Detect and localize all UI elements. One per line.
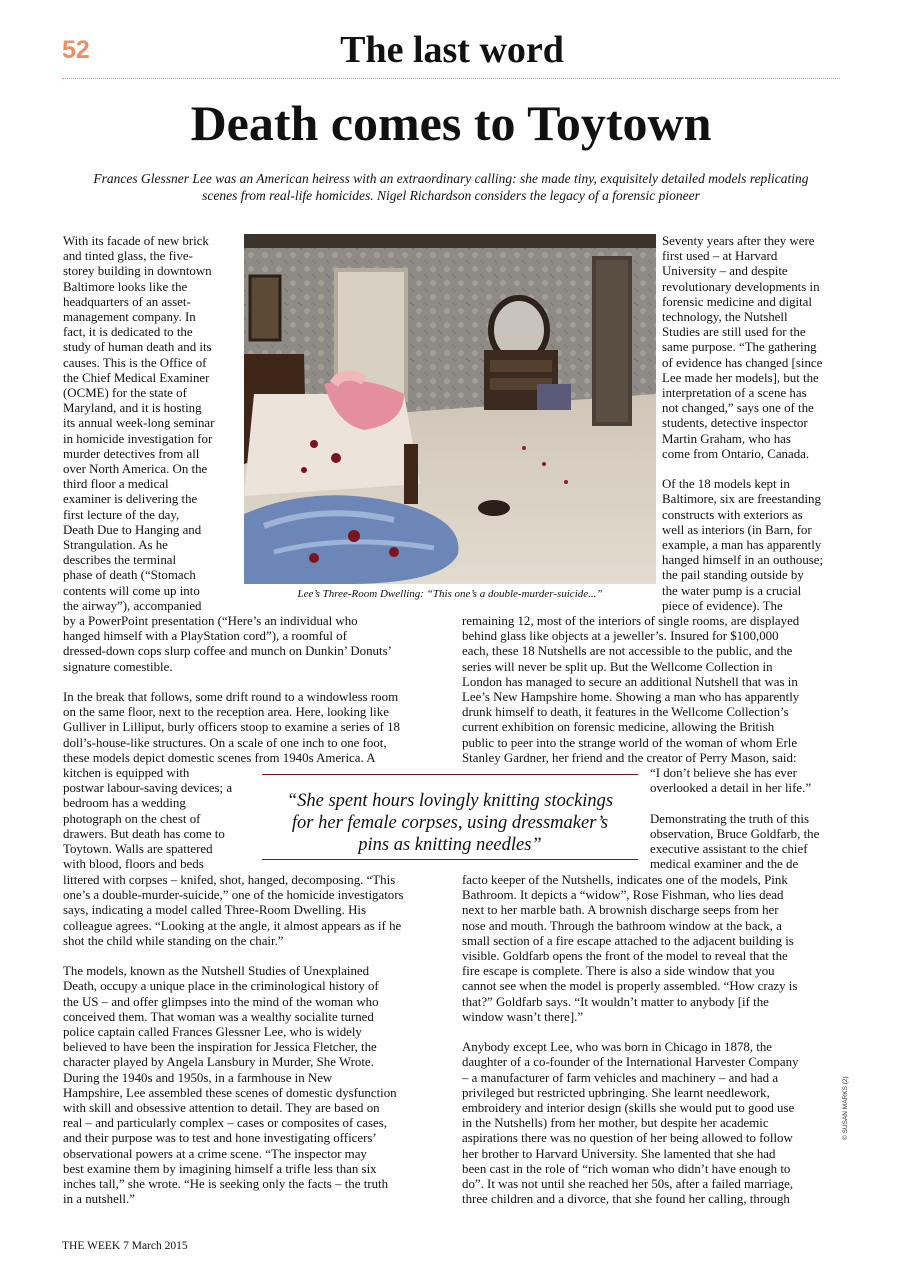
text-line: Strangulation. As he bbox=[63, 538, 168, 553]
text-line: forensic medicine and digital bbox=[662, 294, 812, 309]
text-line: been cast in the role of “rich woman who didn’t have enough to bbox=[462, 1161, 791, 1176]
footer-issue: THE WEEK 7 March 2015 bbox=[62, 1240, 188, 1252]
text-line: privileged but restricted upbringing. She learnt needlework, bbox=[462, 1085, 770, 1100]
text-line: each, these 18 Nutshells are not accessible to the public, and the bbox=[462, 644, 793, 659]
text-line: same purpose. “The gathering bbox=[662, 340, 817, 355]
text-line: cannot see when the model is properly assembled. “How crazy is bbox=[462, 979, 798, 994]
text-line: her brother to Harvard University. She lamented that she had bbox=[462, 1146, 776, 1161]
text-line: – a manufacturer of farm vehicles and machinery – and had a bbox=[462, 1070, 779, 1085]
text-line: police captain called Frances Glessner Lee, who is widely bbox=[63, 1025, 362, 1040]
text-line: of evidence has changed [since bbox=[662, 355, 823, 370]
text-line: littered with corpses – knifed, shot, hanged, decomposing. “This bbox=[63, 873, 396, 887]
text-line: with blood, floors and beds bbox=[63, 857, 204, 872]
text-line: aspirations there was no question of her being allowed to follow bbox=[462, 1131, 793, 1146]
text-line: Anybody except Lee, who was born in Chicago in 1878, the bbox=[462, 1040, 773, 1055]
text-line: Maryland, and it is hosting bbox=[63, 401, 202, 416]
text-line: causes. This is the Office of bbox=[63, 355, 207, 370]
text-line: says, indicating a model called Three-Room Dwelling. His bbox=[63, 903, 366, 918]
text-line: With its facade of new brick bbox=[63, 234, 209, 248]
text-line: well as interiors (in Barn, for bbox=[662, 522, 812, 537]
text-line: believed to have been the inspiration for Jessica Fletcher, the bbox=[63, 1040, 377, 1055]
text-line bbox=[662, 462, 842, 477]
text-line bbox=[63, 949, 448, 964]
text-line: these models depict domestic scenes from 1940s America. A bbox=[63, 750, 376, 765]
text-line: window wasn’t there].” bbox=[462, 1009, 584, 1024]
text-line: kitchen is equipped with bbox=[63, 766, 190, 780]
text-line: behind glass like objects at a jeweller’s. Insured for $100,000 bbox=[462, 629, 779, 644]
text-line: current exhibition on forensic medicine, allowing the British bbox=[462, 720, 775, 735]
text-line: best examine them by imagining himself a trifle less than six bbox=[63, 1161, 377, 1176]
photo-illustration bbox=[244, 234, 656, 584]
text-line: come from Ontario, Canada. bbox=[662, 446, 810, 461]
text-line: Toytown. Walls are spattered bbox=[63, 842, 213, 857]
photo-credit: © SUSAN MARKS (2) bbox=[842, 1076, 849, 1140]
text-line: third floor a medical bbox=[63, 477, 169, 492]
text-line: next to her marble bath. A brownish discharge seeps from her bbox=[462, 903, 779, 918]
text-line: Stanley Gardner, her friend and the creator of Perry Mason, said: bbox=[462, 750, 797, 765]
photo-caption: Lee’s Three-Room Dwelling: “This one’s a double-murder-suicide...” bbox=[297, 588, 603, 600]
text-line: small section of a fire escape attached to the adjacent building is bbox=[462, 933, 794, 948]
headline: Death comes to Toytown bbox=[190, 95, 712, 151]
pull-quote: “She spent hours lovingly knitting stockings for her female corpses, using dressmaker’s pins as knitting needles” bbox=[262, 774, 638, 860]
text-line: University – and despite bbox=[662, 264, 788, 279]
text-line: London has managed to secure an additional Nutshell that was in bbox=[462, 674, 798, 689]
text-line: Lee’s New Hampshire home. Showing a man who has apparently bbox=[462, 690, 800, 705]
text-line: public to peer into the strange world of the woman of whom Erle bbox=[462, 735, 798, 750]
text-line: drunk himself to death, it features in the Wellcome Collection’s bbox=[462, 705, 789, 720]
text-line: in a nutshell.” bbox=[63, 1192, 135, 1207]
text-line: the pail standing outside by bbox=[662, 568, 804, 583]
text-line: medical examiner and the de bbox=[650, 857, 799, 872]
text-line: remaining 12, most of the interiors of single rooms, are displayed bbox=[462, 614, 800, 628]
text-line: in homicide investigation for bbox=[63, 431, 213, 446]
text-line: bedroom has a wedding bbox=[63, 796, 186, 811]
text-line: on the same floor, next to the reception area. Here, looking like bbox=[63, 705, 389, 720]
text-line: with skill and obsessive attention to detail. They are based on bbox=[63, 1101, 380, 1116]
text-line: drawers. But death has come to bbox=[63, 826, 225, 841]
text-line: facto keeper of the Nutshells, indicates one of the models, Pink bbox=[462, 873, 788, 887]
text-line: the airway”), accompanied bbox=[63, 598, 202, 613]
text-line: examiner is delivering the bbox=[63, 492, 198, 507]
text-line: management company. In bbox=[63, 310, 196, 325]
text-line: in the Nutshells) from her mother, but despite her academic bbox=[462, 1116, 769, 1131]
text-line: Baltimore, six are freestanding bbox=[662, 492, 821, 507]
text-line: shot the child while standing on the chair.” bbox=[63, 933, 284, 948]
text-line: Bathroom. It depicts a “widow”, Rose Fishman, who lies dead bbox=[462, 888, 784, 903]
text-line: “I don’t believe she has ever bbox=[650, 766, 797, 780]
text-line bbox=[650, 796, 842, 811]
right-body-block-1 bbox=[462, 614, 842, 766]
text-line: Demonstrating the truth of this bbox=[650, 811, 809, 826]
text-line: describes the terminal bbox=[63, 553, 177, 568]
text-line: example, a man has apparently bbox=[662, 538, 822, 553]
text-line: (OCME) for the state of bbox=[63, 386, 187, 401]
page-number: 52 bbox=[62, 36, 90, 64]
column-left-top bbox=[63, 234, 241, 614]
text-line: daughter of a co-founder of the International Harvester Company bbox=[462, 1055, 799, 1070]
text-line bbox=[63, 675, 448, 690]
text-line: Baltimore looks like the bbox=[63, 279, 188, 294]
left-body-narrow bbox=[63, 766, 263, 872]
text-line: Of the 18 models kept in bbox=[662, 477, 790, 492]
text-line: one’s a double-murder-suicide,” one of the homicide investigators bbox=[63, 888, 404, 903]
text-line: contents will come up into bbox=[63, 583, 200, 598]
text-line: In the break that follows, some drift round to a windowless room bbox=[63, 690, 399, 704]
text-line: photograph on the chest of bbox=[63, 811, 201, 826]
text-line: and tinted glass, the five- bbox=[63, 249, 193, 264]
text-line: and their purpose was to test and hone investigating officers’ bbox=[63, 1131, 377, 1146]
text-line: Studies are still used for the bbox=[662, 325, 806, 340]
text-line: colleague agrees. “Looking at the angle, it almost appears as if he bbox=[63, 918, 402, 933]
text-line: embroidery and interior design (skills she would put to good use bbox=[462, 1101, 795, 1116]
text-line: During the 1940s and 1950s, in a farmhouse in New bbox=[63, 1070, 333, 1085]
text-line: interpretation of a scene has bbox=[662, 386, 807, 401]
text-line: first used – at Harvard bbox=[662, 249, 778, 264]
text-line: Gulliver in Lilliput, burly officers stoop to examine a series of 18 bbox=[63, 720, 400, 735]
text-line: Lee made her models], but the bbox=[662, 370, 819, 385]
text-line: murder detectives from all bbox=[63, 446, 200, 461]
text-line: Hampshire, Lee assembled these scenes of domestic dysfunction bbox=[63, 1085, 397, 1100]
header-divider bbox=[62, 78, 840, 79]
text-line: first lecture of the day, bbox=[63, 507, 180, 522]
text-line: Seventy years after they were bbox=[662, 234, 815, 248]
text-line: series will never be split up. But the Wellcome Collection in bbox=[462, 659, 773, 674]
text-line: do”. It was not until she reached her 50s, after a failed marriage, bbox=[462, 1177, 794, 1192]
text-line: fact, it is dedicated to the bbox=[63, 325, 193, 340]
text-line: observation, Bruce Goldfarb, the bbox=[650, 826, 820, 841]
nutshell-model-photo bbox=[244, 234, 656, 584]
text-line: Death Due to Hanging and bbox=[63, 522, 202, 537]
text-line: the US – and offer glimpses into the mind of the woman who bbox=[63, 994, 379, 1009]
standfirst: Frances Glessner Lee was an American heiress with an extraordinary calling: she made tiny, exquisitely detailed models replicating scenes from real-life homicides. Nigel Richardson considers the legacy of a forensic pioneer bbox=[93, 171, 809, 203]
text-line: headquarters of an asset- bbox=[63, 294, 191, 309]
column-right-top bbox=[662, 234, 842, 614]
left-body-block-2 bbox=[63, 873, 448, 1207]
text-line: inches tall,” she wrote. “He is seeking only the facts – the truth bbox=[63, 1177, 389, 1192]
text-line: the Chief Medical Examiner bbox=[63, 370, 210, 385]
right-body-block-2 bbox=[462, 873, 842, 1207]
text-line: Death, occupy a unique place in the criminological history of bbox=[63, 979, 379, 994]
text-line: storey building in downtown bbox=[63, 264, 212, 279]
text-line: overlooked a detail in her life.” bbox=[650, 781, 812, 796]
text-line: doll’s-house-like structures. On a scale of one inch to one foot, bbox=[63, 735, 387, 750]
text-line: hanged himself with a PlayStation cord”), a roomful of bbox=[63, 629, 347, 644]
text-line: over North America. On the bbox=[63, 462, 208, 477]
text-line: not changed,” says one of the bbox=[662, 401, 814, 416]
right-body-narrow bbox=[650, 766, 842, 872]
text-line: The models, known as the Nutshell Studies of Unexplained bbox=[63, 964, 370, 979]
text-line: piece of evidence). The bbox=[662, 598, 783, 613]
text-line: its annual week-long seminar bbox=[63, 416, 215, 431]
text-line: real – and particularly complex – cases or composites of cases, bbox=[63, 1116, 387, 1131]
text-line: study of human death and its bbox=[63, 340, 212, 355]
left-body-block-1 bbox=[63, 614, 448, 766]
text-line: postwar labour-saving devices; a bbox=[63, 781, 233, 796]
text-line: the water pump is a crucial bbox=[662, 583, 802, 598]
text-line: three children and a divorce, that she found her calling, through bbox=[462, 1192, 790, 1207]
text-line: by a PowerPoint presentation (“Here’s an individual who bbox=[63, 614, 358, 628]
text-line: phase of death (“Stomach bbox=[63, 568, 196, 583]
text-line: hanged himself in an outhouse; bbox=[662, 553, 824, 568]
text-line: signature comestible. bbox=[63, 659, 173, 674]
text-line: revolutionary developments in bbox=[662, 279, 820, 294]
text-line: dressed-down cops slurp coffee and munch on Dunkin’ Donuts’ bbox=[63, 644, 392, 659]
text-line: technology, the Nutshell bbox=[662, 310, 788, 325]
text-line: Martin Graham, who has bbox=[662, 431, 791, 446]
text-line: executive assistant to the chief bbox=[650, 842, 808, 856]
text-line bbox=[462, 1025, 842, 1040]
text-line: character played by Angela Lansbury in Murder, She Wrote. bbox=[63, 1055, 374, 1070]
section-title: The last word bbox=[340, 29, 564, 71]
text-line: that?” Goldfarb says. “It wouldn’t matter to anybody [if the bbox=[462, 994, 769, 1009]
text-line: students, detective inspector bbox=[662, 416, 808, 431]
text-line: conceived them. That woman was a wealthy socialite turned bbox=[63, 1009, 374, 1024]
text-line: fire escape is complete. There is also a side window that you bbox=[462, 964, 775, 979]
text-line: constructs with exteriors as bbox=[662, 507, 803, 522]
text-line: visible. Goldfarb opens the front of the model to reveal that the bbox=[462, 949, 788, 964]
text-line: observational powers at a crime scene. “The inspector may bbox=[63, 1146, 367, 1161]
text-line: nose and mouth. Through the bathroom window at the back, a bbox=[462, 918, 782, 933]
